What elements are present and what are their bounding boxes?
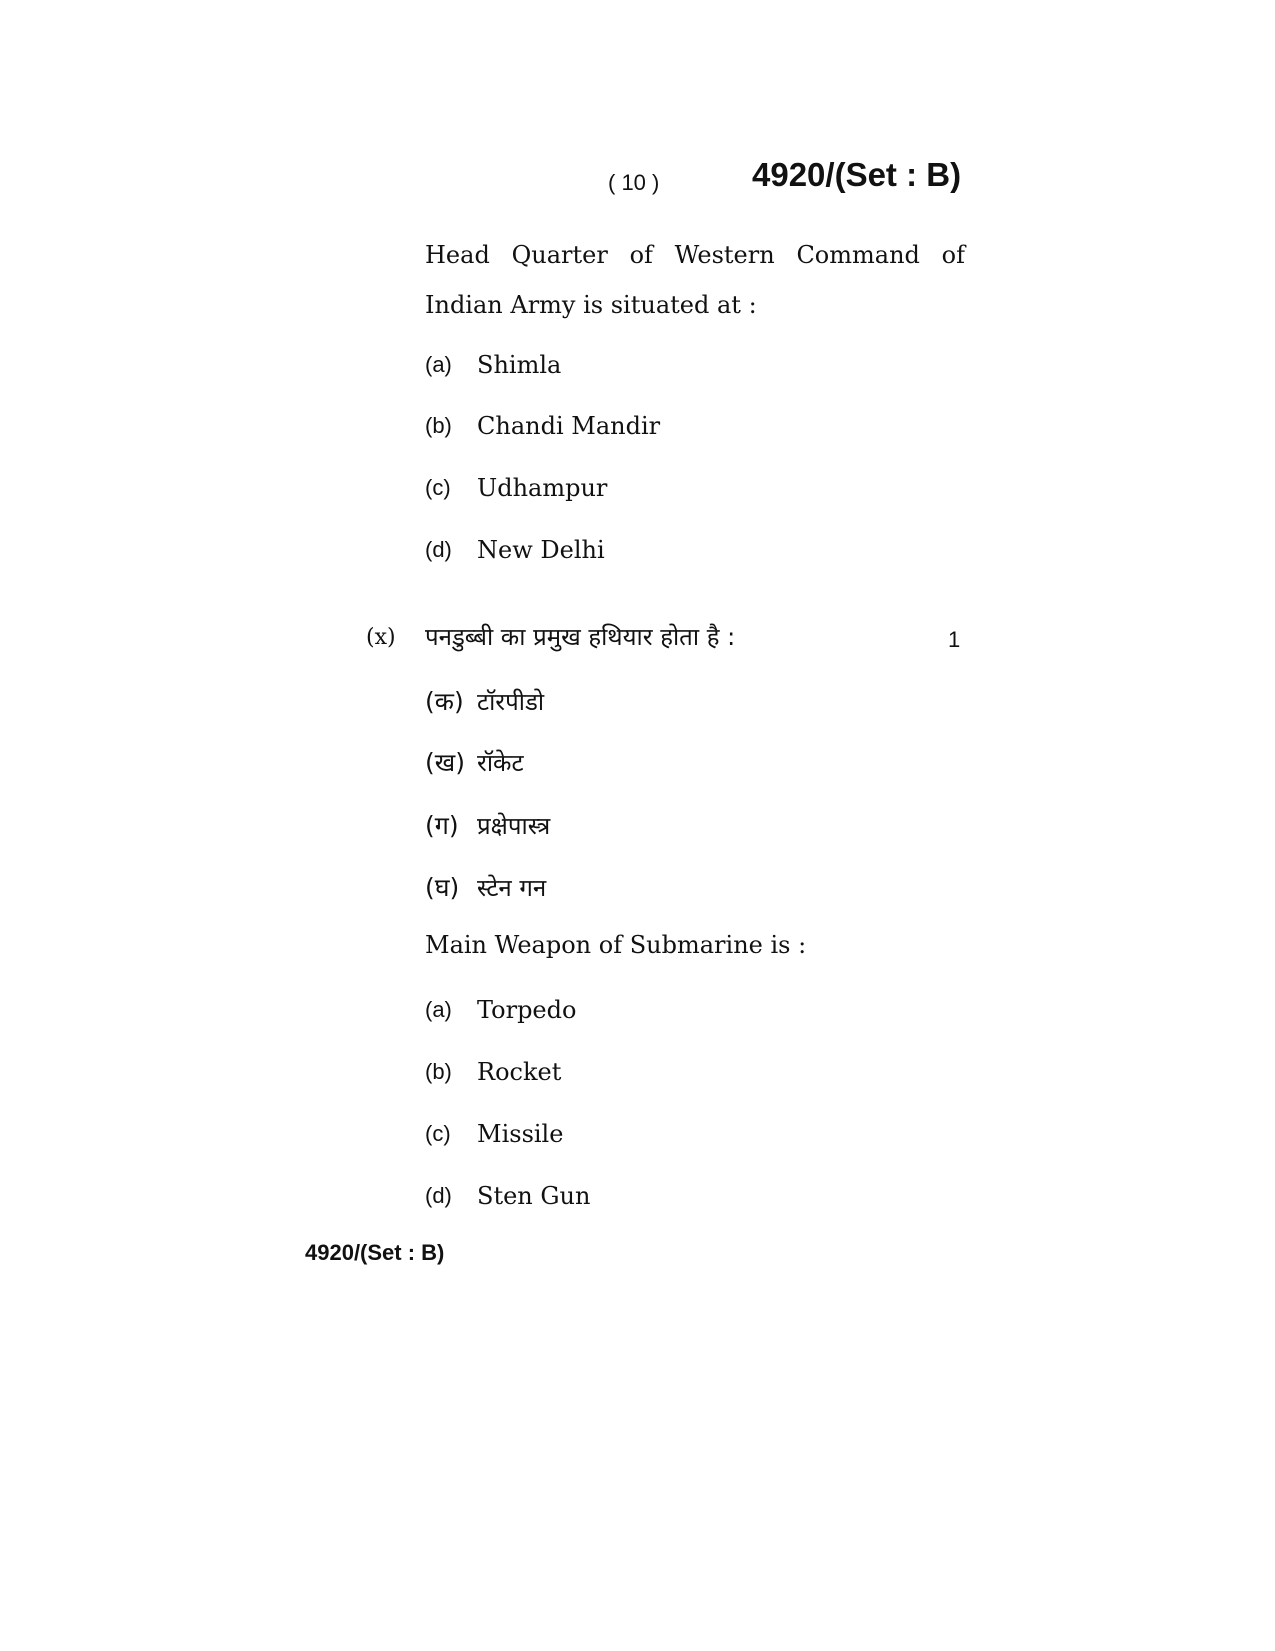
option-label: (क) [425, 687, 464, 716]
option-text: रॉकेट [477, 748, 524, 777]
option-gha [425, 870, 546, 904]
question-number: (x) [366, 625, 396, 650]
option-text: Shimla [477, 351, 562, 379]
option-kha [425, 745, 524, 779]
question-marks: 1 [948, 627, 961, 652]
option-text: टॉरपीडो [477, 687, 545, 716]
option-b [425, 409, 660, 443]
option-c [425, 1117, 563, 1151]
option-c [425, 471, 607, 505]
option-b [425, 1055, 561, 1089]
option-text: स्टेन गन [477, 873, 547, 902]
question-stem-english: Main Weapon of Submarine is : [425, 931, 807, 959]
question-stem-line-2: Indian Army is situated at : [425, 291, 757, 319]
question-stem-line-1: Head Quarter of Western Command of [425, 241, 965, 269]
option-label: (b) [425, 413, 452, 438]
option-text: प्रक्षेपास्त्र [477, 811, 551, 840]
option-label: (c) [425, 475, 451, 500]
option-label: (d) [425, 1183, 452, 1208]
option-text: Udhampur [477, 474, 608, 502]
option-text: Rocket [477, 1058, 562, 1086]
paper-code-header: 4920/(Set : B) [752, 156, 962, 193]
question-stem-english [425, 230, 965, 330]
option-d [425, 1179, 590, 1213]
option-text: Missile [477, 1120, 564, 1148]
option-label: (d) [425, 537, 452, 562]
page-number: ( 10 ) [608, 170, 660, 195]
option-ga [425, 808, 550, 842]
option-label: (ग) [425, 811, 459, 840]
option-a [425, 348, 561, 382]
option-text: Chandi Mandir [477, 412, 661, 440]
option-text: Torpedo [477, 996, 577, 1024]
question-stem-hindi: पनडुब्बी का प्रमुख हथियार होता है : [425, 623, 736, 651]
paper-code-footer: 4920/(Set : B) [305, 1240, 445, 1265]
option-text: Sten Gun [477, 1182, 591, 1210]
option-a [425, 993, 576, 1027]
option-label: (ख) [425, 748, 465, 777]
option-text: New Delhi [477, 536, 605, 564]
option-label: (a) [425, 997, 452, 1022]
option-d [425, 533, 605, 567]
option-ka [425, 684, 544, 718]
option-label: (b) [425, 1059, 452, 1084]
option-label: (a) [425, 352, 452, 377]
option-label: (घ) [425, 873, 460, 902]
option-label: (c) [425, 1121, 451, 1146]
